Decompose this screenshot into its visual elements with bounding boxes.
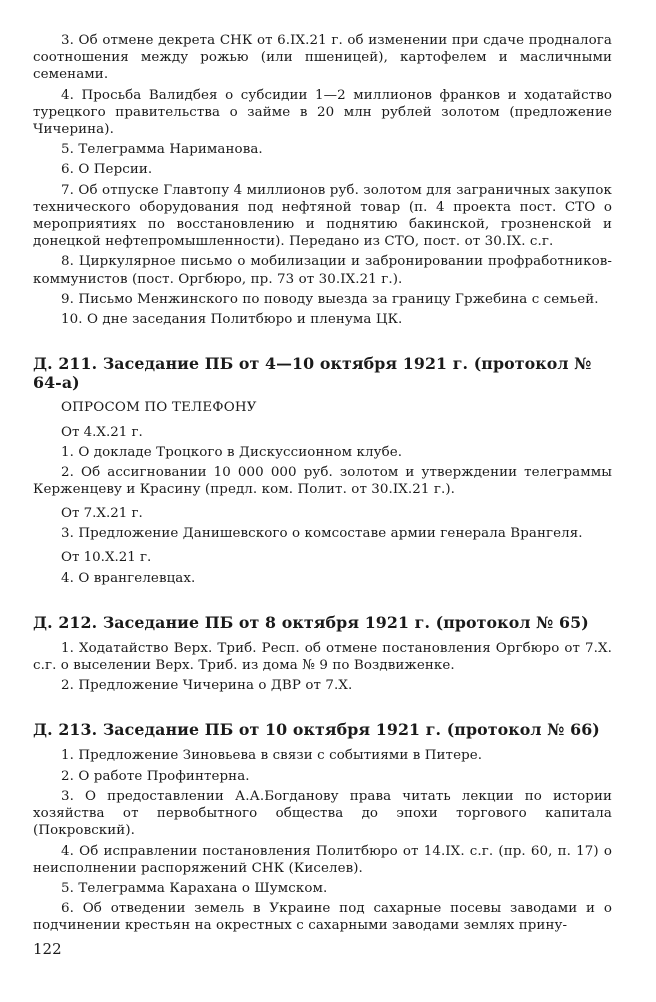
list-item: 1. О докладе Троцкого в Дискуссионном клубе. — [61, 445, 403, 461]
section-211-subtitle: ОПРОСОМ ПО ТЕЛЕФОНУ — [61, 400, 257, 416]
section-212-title: Д. 212. Заседание ПБ от 8 октября 1921 г. (протокол № 65) — [33, 612, 589, 632]
section-211-title: Д. 211. Заседание ПБ от 4—10 октября 1921 г. (протокол № 64-а) — [33, 354, 592, 393]
date-heading: От 4.Х.21 г. — [61, 425, 143, 441]
list-item: 3. О предоставлении А.А.Богданову права читать лекции по истории хозяйства от первобытного общества до эпохи торгового капитала (Покровский). — [33, 788, 612, 839]
list-item: 3. Об отмене декрета СНК от 6.IX.21 г. об изменении при сдаче продналога соотношения между рожью (или пшеницей), картофелем и масличными семенами. — [33, 33, 612, 83]
list-item: 1. Ходатайство Верх. Триб. Респ. об отмене постановления Оргбюро от 7.Х. с.г. о выселении Верх. Триб. из дома № 9 по Воздвиженке. — [33, 640, 612, 674]
list-item: 5. Телеграмма Карахана о Шумском. — [61, 880, 328, 896]
date-heading: От 7.Х.21 г. — [61, 506, 143, 522]
list-item: 8. Циркулярное письмо о мобилизации и забронировании профработников-коммунистов (пост. Оргбюро, пр. 73 от 30.IX.21 г.). — [33, 254, 612, 287]
list-item: 6. О Персии. — [61, 162, 153, 178]
intro-list — [33, 32, 612, 328]
list-item: 2. Об ассигновании 10 000 000 руб. золотом и утверждении телеграммы Керженцеву и Красину (предл. ком. Полит. от 30.IX.21 г.). — [33, 464, 612, 497]
list-item: 4. О врангелевцах. — [61, 570, 196, 586]
list-item: 2. О работе Профинтерна. — [61, 768, 250, 784]
list-item: 3. Предложение Данишевского о комсоставе армии генерала Врангеля. — [61, 526, 583, 542]
date-heading: От 10.Х.21 г. — [61, 550, 152, 566]
list-item: 4. Просьба Валидбея о субсидии 1—2 миллионов франков и ходатайство турецкого правительства о займе в 20 млн рублей золотом (предложение Чичерина). — [33, 87, 612, 138]
list-item: 2. Предложение Чичерина о ДВР от 7.Х. — [61, 678, 353, 694]
list-item: 5. Телеграмма Нариманова. — [61, 142, 263, 158]
list-item: 1. Предложение Зиновьева в связи с событиями в Питере. — [61, 748, 483, 764]
page-number: 122 — [33, 940, 62, 958]
section-213-title: Д. 213. Заседание ПБ от 10 октября 1921 г. (протокол № 66) — [33, 720, 600, 740]
list-item: 6. Об отведении земель в Украине под сахарные посевы заводами и о подчинении крестьян на окрестных с сахарными заводами землях прину- — [33, 901, 612, 934]
list-item: 10. О дне заседания Политбюро и пленума ЦК. — [61, 312, 403, 328]
list-item: 7. Об отпуске Главтопу 4 миллионов руб. золотом для заграничных закупок технического оборудования под нефтяной товар (п. 4 проекта пост. СТО о мероприятиях по восстановлению и поднятию бакинской, грозненской и донецкой нефтепромышленности). Передано из СТО, пост. от 30.IX. с.г. — [33, 182, 612, 250]
list-item: 9. Письмо Менжинского по поводу выезда за границу Гржебина с семьей. — [61, 291, 599, 307]
list-item: 4. Об исправлении постановления Политбюро от 14.IX. с.г. (пр. 60, п. 17) о неисполнении распоряжений СНК (Киселев). — [33, 843, 612, 876]
